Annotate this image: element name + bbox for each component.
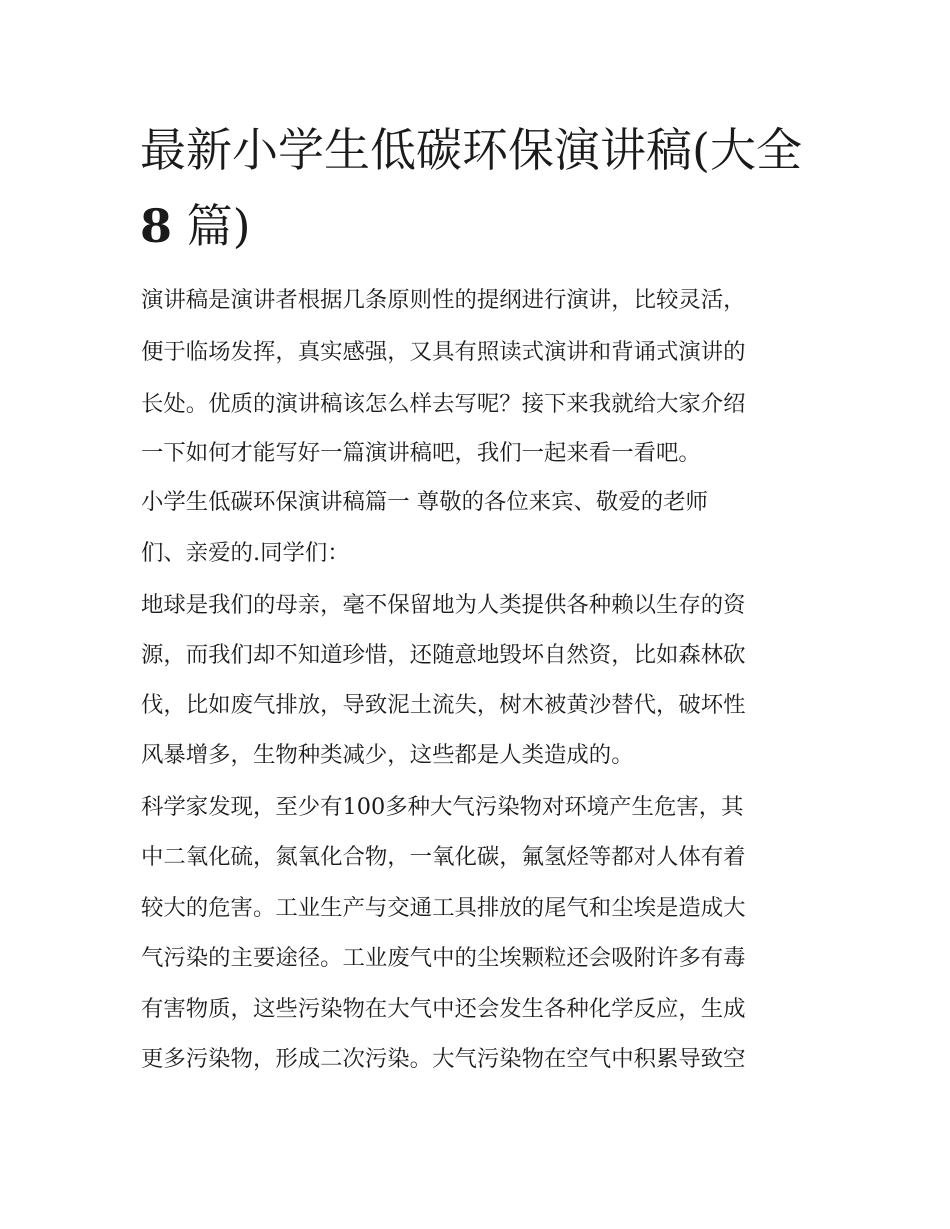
text-line: 们、亲爱的.同学们： — [141, 540, 350, 566]
text-line: 便于临场发挥，真实感强，又具有照读式演讲和背诵式演讲的 — [141, 339, 746, 365]
text-line: 风暴增多，生物种类减少，这些都是人类造成的。 — [141, 742, 634, 768]
text-line: 科学家发现，至少有100多种大气污染物对环境产生危害，其 — [141, 794, 744, 820]
title-text: 最新小学生低碳环保演讲稿(大全 — [140, 123, 802, 177]
text-line: 较大的危害。工业生产与交通工具排放的尾气和尘埃是造成大 — [141, 895, 746, 921]
text-line: 小学生低碳环保演讲稿篇一 尊敬的各位来宾、敬爱的老师 — [141, 489, 708, 515]
text-line: 源，而我们却不知道珍惜，还随意地毁坏自然资，比如森林砍 — [141, 642, 746, 668]
document-title — [140, 112, 820, 264]
text-line: 一下如何才能写好一篇演讲稿吧，我们一起来看一看吧。 — [141, 440, 701, 466]
text-line: 地球是我们的母亲，毫不保留地为人类提供各种赖以生存的资 — [141, 592, 746, 618]
text-line: 演讲稿是演讲者根据几条原则性的提纲进行演讲，比较灵活， — [141, 287, 746, 313]
text-line: 中二氧化硫，氮氧化合物，一氧化碳，氟氢烃等都对人体有着 — [141, 844, 746, 870]
title-number: 8 — [140, 199, 173, 253]
text-line: 伐，比如废气排放，导致泥土流失，树木被黄沙替代，破坏性 — [141, 692, 746, 718]
text-line: 长处。优质的演讲稿该怎么样去写呢？接下来我就给大家介绍 — [141, 391, 746, 417]
text-line: 有害物质，这些污染物在大气中还会发生各种化学反应，生成 — [141, 996, 746, 1022]
text-line: 更多污染物，形成二次污染。大气污染物在空气中积累导致空 — [141, 1046, 746, 1072]
text-line: 气污染的主要途径。工业废气中的尘埃颗粒还会吸附许多有毒 — [141, 945, 746, 971]
title-suffix: 篇) — [186, 199, 251, 253]
